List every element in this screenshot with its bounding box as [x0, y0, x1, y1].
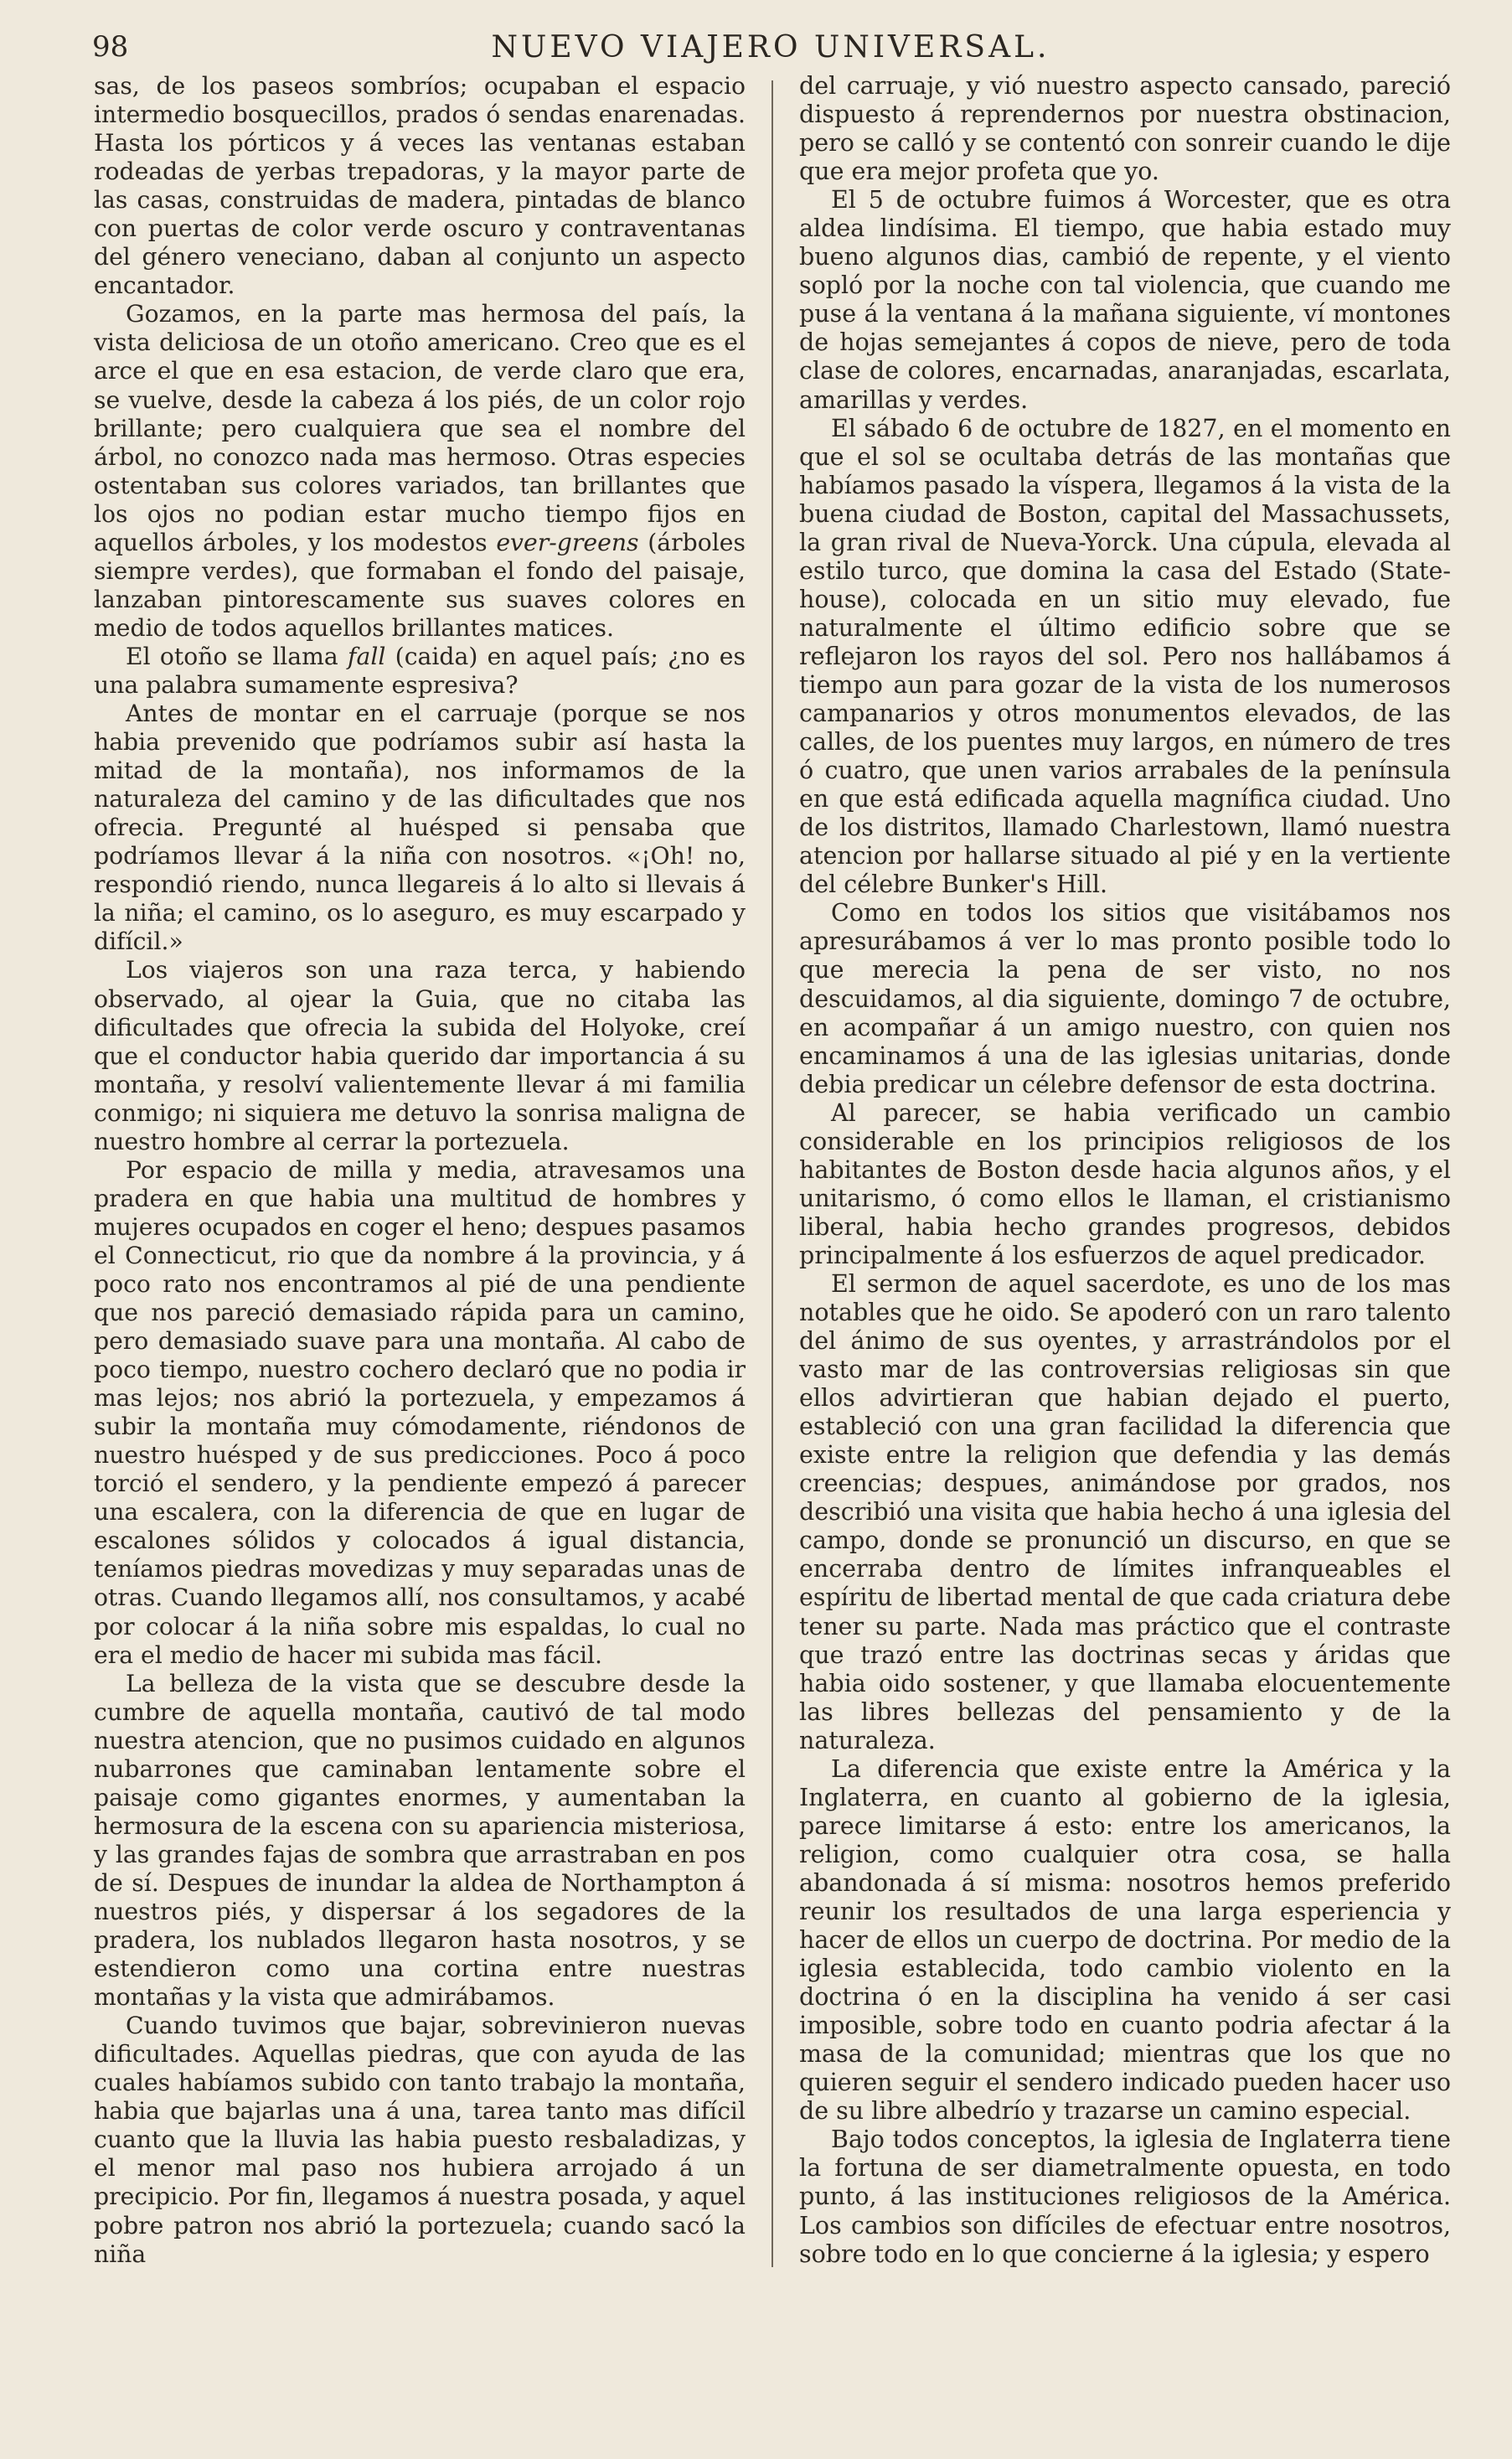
- paragraph: Los viajeros son una raza terca, y habiendo observado, al ojear la Guia, que no citaba las dificultades que ofrecia la subida del Holyoke, creí que el conductor habia querido dar importancia á su montaña, y resolví valientemente llevar á mi familia conmigo; ni siquiera me detuvo la sonrisa maligna de nuestro hombre al cerrar la portezuela.: [94, 956, 746, 1155]
- column-rule: [771, 80, 773, 2267]
- paragraph: El sábado 6 de octubre de 1827, en el momento en que el sol se ocultaba detrás de las montañas que habíamos pasado la víspera, llegamos á la vista de la buena ciudad de Boston, capital del Massachussets, la gran rival de Nueva-Yorck. Una cúpula, elevada al estilo turco, que domina la casa del Estado (State-house), colocada en un sitio muy elevado, fue naturalmente el último edificio sobre que se reflejaron los rayos del sol. Pero nos hallábamos á tiempo aun para gozar de la vista de los numerosos campanarios y otros monumentos elevados, de las calles, de los puentes muy largos, en número de tres ó cuatro, que unen varios arrabales de la península en que está edificada aquella magnífica ciudad. Uno de los distritos, llamado Charlestown, llamó nuestra atencion por hallarse situado al pié y en la vertiente del célebre Bunker's Hill.: [799, 414, 1451, 899]
- italic-term: ever-greens: [496, 528, 639, 556]
- paragraph: Como en todos los sitios que visitábamos nos apresurábamos á ver lo mas pronto posible todo lo que merecia la pena de ser visto, no nos descuidamos, al dia siguiente, domingo 7 de octubre, en acompañar á un amigo nuestro, con quien nos encaminamos á una de las iglesias unitarias, donde debia predicar un célebre defensor de esta doctrina.: [799, 899, 1451, 1098]
- italic-term: fall: [348, 642, 386, 670]
- paragraph: Gozamos, en la parte mas hermosa del país, la vista deliciosa de un otoño americano. Creo que es el arce el que en esa estacion, de verde claro que era, se vuelve, desde la cabeza á los piés, de un color rojo brillante; pero cualquiera que sea el nombre del árbol, no conozco nada mas hermoso. Otras especies ostentaban sus colores variados, tan brillantes que los ojos no podian estar mucho tiempo fijos en aquellos árboles, y los modestos ever-greens (árboles siempre verdes), que formaban el fondo del paisaje, lanzaban pintorescamente sus suaves colores en medio de todos aquellos brillantes matices.: [94, 300, 746, 642]
- left-column: [94, 72, 746, 2284]
- right-column: [799, 72, 1451, 2284]
- paragraph: Por espacio de milla y media, atravesamos una pradera en que habia una multitud de hombres y mujeres ocupados en coger el heno; despues pasamos el Connecticut, rio que da nombre á la provincia, y á poco rato nos encontramos al pié de una pendiente que nos pareció demasiado rápida para un camino, pero demasiado suave para una montaña. Al cabo de poco tiempo, nuestro cochero declaró que no podia ir mas lejos; nos abrió la portezuela, y empezamos á subir la montaña muy cómodamente, riéndonos de nuestro huésped y de sus predicciones. Poco á poco torció el sendero, y la pendiente empezó á parecer una escalera, con la diferencia de que en lugar de escalones sólidos y colocados á igual distancia, teníamos piedras movedizas y muy separadas unas de otras. Cuando llegamos allí, nos consultamos, y acabé por colocar á la niña sobre mis espaldas, lo cual no era el medio de hacer mi subida mas fácil.: [94, 1155, 746, 1669]
- paragraph: Al parecer, se habia verificado un cambio considerable en los principios religiosos de los habitantes de Boston desde hacia algunos años, y el unitarismo, ó como ellos le llaman, el cristianismo liberal, habia hecho grandes progresos, debidos principalmente á los esfuerzos de aquel predicador.: [799, 1098, 1451, 1269]
- page-header: [92, 25, 1449, 69]
- paragraph: Bajo todos conceptos, la iglesia de Inglaterra tiene la fortuna de ser diametralmente opuesta, en todo punto, á las instituciones religiosos de la América. Los cambios son difíciles de efectuar entre nosotros, sobre todo en lo que concierne á la iglesia; y espero: [799, 2126, 1451, 2268]
- running-title: NUEVO VIAJERO UNIVERSAL.: [491, 29, 1050, 65]
- paragraph: El sermon de aquel sacerdote, es uno de los mas notables que he oido. Se apoderó con un raro talento del ánimo de sus oyentes, y arrastrándolos por el vasto mar de las controversias religiosas sin que ellos advirtieran que habian dejado el puerto, estableció con una gran facilidad la diferencia que existe entre la religion que defendia y las demás creencias; despues, animándose por grados, nos describió una visita que habia hecho á una iglesia del campo, donde se pronunció un discurso, en que se encerraba dentro de límites infranqueables el espíritu de libertad mental de que cada criatura debe tener su parte. Nada mas práctico que el contraste que trazó entre las doctrinas secas y áridas que habia oido sostener, y que llamaba elocuentemente las libres bellezas del pensamiento y de la naturaleza.: [799, 1269, 1451, 1754]
- text-columns: [94, 72, 1451, 2284]
- paragraph: del carruaje, y vió nuestro aspecto cansado, pareció dispuesto á reprendernos por nuestra obstinacion, pero se calló y se contentó con sonreir cuando le dije que era mejor profeta que yo.: [799, 72, 1451, 186]
- paragraph: El otoño se llama fall (caida) en aquel país; ¿no es una palabra sumamente espresiva?: [94, 642, 746, 699]
- paragraph: sas, de los paseos sombríos; ocupaban el espacio intermedio bosquecillos, prados ó sendas enarenadas. Hasta los pórticos y á veces las ventanas estaban rodeadas de yerbas trepadoras, y la mayor parte de las casas, construidas de madera, pintadas de blanco con puertas de color verde oscuro y contraventanas del género veneciano, daban al conjunto un aspecto encantador.: [94, 72, 746, 300]
- paragraph: Cuando tuvimos que bajar, sobrevinieron nuevas dificultades. Aquellas piedras, que con ayuda de las cuales habíamos subido con tanto trabajo la montaña, habia que bajarlas una á una, tarea tanto mas difícil cuanto que la lluvia las habia puesto resbaladizas, y el menor mal paso nos hubiera arrojado á un precipicio. Por fin, llegamos á nuestra posada, y aquel pobre patron nos abrió la portezuela; cuando sacó la niña: [94, 2012, 746, 2268]
- paragraph: La diferencia que existe entre la América y la Inglaterra, en cuanto al gobierno de la iglesia, parece limitarse á esto: entre los americanos, la religion, como cualquier otra cosa, se halla abandonada á sí misma: nosotros hemos preferido reunir los resultados de una larga esperiencia y hacer de ellos un cuerpo de doctrina. Por medio de la iglesia establecida, todo cambio violento en la doctrina ó en la disciplina ha venido á ser casi imposible, sobre todo en cuanto podria afectar á la masa de la comunidad; mientras que los que no quieren seguir el sendero indicado pueden hacer uso de su libre albedrío y trazarse un camino especial.: [799, 1754, 1451, 2126]
- paragraph: El 5 de octubre fuimos á Worcester, que es otra aldea lindísima. El tiempo, que habia estado muy bueno algunos dias, cambió de repente, y el viento sopló por la noche con tal violencia, que cuando me puse á la ventana á la mañana siguiente, ví montones de hojas semejantes á copos de nieve, pero de toda clase de colores, encarnadas, anaranjadas, escarlata, amarillas y verdes.: [799, 186, 1451, 414]
- paragraph: La belleza de la vista que se descubre desde la cumbre de aquella montaña, cautivó de tal modo nuestra atencion, que no pusimos cuidado en algunos nubarrones que caminaban lentamente sobre el paisaje como gigantes enormes, y aumentaban la hermosura de la escena con su apariencia misteriosa, y las grandes fajas de sombra que arrastraban en pos de sí. Despues de inundar la aldea de Northampton á nuestros piés, y dispersar á los segadores de la pradera, los nublados llegaron hasta nosotros, y se estendieron como una cortina entre nuestras montañas y la vista que admirábamos.: [94, 1669, 746, 2012]
- page-number: 98: [92, 30, 129, 64]
- paragraph: Antes de montar en el carruaje (porque se nos habia prevenido que podríamos subir así hasta la mitad de la montaña), nos informamos de la naturaleza del camino y de las dificultades que nos ofrecia. Pregunté al huésped si pensaba que podríamos llevar á la niña con nosotros. «¡Oh! no, respondió riendo, nunca llegareis á lo alto si llevais á la niña; el camino, os lo aseguro, es muy escarpado y difícil.»: [94, 700, 746, 956]
